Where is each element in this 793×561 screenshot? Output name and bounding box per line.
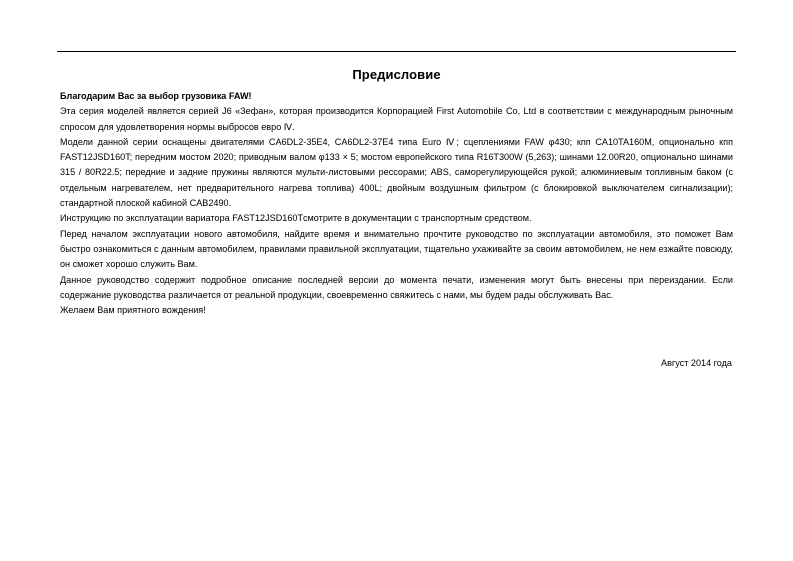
foreword-body [60,89,733,318]
greeting-line: Благодарим Вас за выбор грузовика FAW! [60,91,252,101]
header-rule [57,51,736,52]
paragraph-manual-changes: Данное руководство содержит подробное описание последней версии до момента печати, изменения могут быть внесены при переиздании. Если содержание руководства различается от реальной продукции, своевременно свяжитесь с нами, мы будем рады обслуживать Вас. [60,274,733,300]
paragraph-series-intro: Эта серия моделей является серией J6 «Зефан», которая производится Корпорацией First Automobile Co, Ltd в соответствии с международным рыночным спросом для удовлетворения нормы выбросов евро Ⅳ. [60,106,733,132]
page-title: Предисловие [352,67,441,82]
paragraph-specifications: Модели данной серии оснащены двигателями CA6DL2-35E4, CA6DL2-37E4 типа Euro Ⅳ; сцеплениями FAW φ430; кпп CA10TA160M, опционально кпп FAST12JSD160T; передним мостом 2020; приводным валом φ133 × 5; мостом европейского типа R16T300W (5,263); шинами 12.00R20, опционально шинами 315 / 80R22.5; передние и задние пружины являются мульти-листовыми рессорами; ABS, саморегулирующейся рукой; алюминиевым топливным баком (с отдельным нагревателем, нет предварительного нагрева топлива) 400L; двойным воздушным фильтром (с блокировкой выключателем сигнализации); стандартной плоской кабиной CAB2490. [60,136,733,209]
paragraph-before-use: Перед началом эксплуатации нового автомобиля, найдите время и внимательно прочтите руководство по эксплуатации автомобиля, это поможет Вам быстро ознакомиться с данным автомобилем, правилами правильной эксплуатации, тщательно ухаживайте за своим автомобилем, не нем езжайте повсюду, он сможет хорошо служить Вам. [60,228,733,270]
paragraph-transmission-note: Инструкцию по эксплуатации вариатора FAST12JSD160Tсмотрите в документации с транспортным средством. [60,213,532,224]
publication-date: Август 2014 года [661,358,732,368]
paragraph-farewell: Желаем Вам приятного вождения! [60,305,206,316]
